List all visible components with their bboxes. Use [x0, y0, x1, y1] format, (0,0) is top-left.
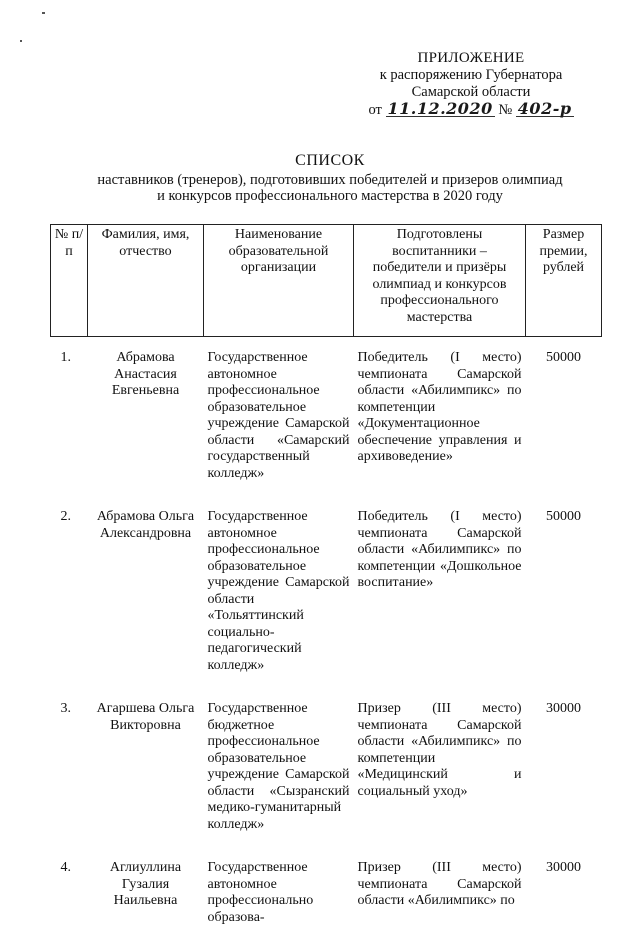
title-subtitle-line-2: и конкурсов профессионального мастерства в 2020 году — [157, 188, 503, 204]
row-org: Государственное автономное профессионально образова- — [207, 860, 314, 925]
table-row — [51, 688, 602, 847]
row-achievement: Победитель (I место) чемпионата Самарской области «Абилимпикс» по компетенции «Дошкольное воспитание» — [357, 509, 522, 590]
appendix-block — [340, 50, 602, 119]
appendix-line-1: к распоряжению Губернатора — [379, 67, 563, 83]
table-row — [51, 337, 602, 497]
appendix-heading: ПРИЛОЖЕНИЕ — [417, 50, 525, 66]
row-org: Государственное автономное профессиональное образовательное учреждение Самарской области «Тольяттинский социально-педагогический колледж» — [207, 509, 350, 673]
row-achievement: Призер (III место) чемпионата Самарской области «Абилимпикс» по компетенции «Медицинский и социальный уход» — [357, 701, 522, 799]
row-achievement: Победитель (I место) чемпионата Самарской области «Абилимпикс» по компетенции «Документационное обеспечение управления и архивоведение» — [357, 350, 522, 464]
row-prize: 50000 — [546, 350, 581, 365]
date-prefix: от — [368, 102, 382, 118]
document-title — [40, 153, 620, 205]
title-main: СПИСОК — [295, 152, 365, 169]
row-num: 2. — [60, 509, 71, 524]
table-row — [51, 847, 602, 940]
row-num: 4. — [60, 860, 71, 875]
row-num: 1. — [60, 350, 71, 365]
appendix-line-2: Самарской области — [411, 84, 531, 100]
appendix-date-line — [340, 99, 602, 119]
row-prize: 30000 — [546, 701, 581, 716]
table-header-row — [51, 225, 602, 337]
handwritten-number: 402-р — [517, 99, 572, 118]
row-name: Абрамова Анастасия Евгеньевна — [111, 350, 180, 398]
row-name: Агаршева Ольга Викторовна — [96, 701, 195, 733]
title-subtitle-line-1: наставников (тренеров), подготовивших победителей и призеров олимпиад — [97, 171, 563, 188]
header-org: Наименование образовательной организации — [204, 225, 354, 337]
table-row — [51, 496, 602, 688]
row-num: 3. — [60, 701, 71, 716]
row-org: Государственное автономное профессиональное образовательное учреждение Самарской области «Самарский государственный колледж» — [207, 350, 350, 481]
header-prize: Размер премии, рублей — [526, 225, 602, 337]
mentors-table — [50, 224, 602, 940]
header-achievement: Подготовлены воспитанники – победители и призёры олимпиад и конкурсов профессионального мастерства — [354, 225, 526, 337]
row-achievement: Призер (III место) чемпионата Самарской области «Абилимпикс» по — [357, 860, 522, 908]
scan-speck — [42, 12, 45, 14]
row-org: Государственное бюджетное профессиональное образовательное учреждение Самарской области «Сызранский медико-гуманитарный колледж» — [207, 701, 350, 832]
row-prize: 30000 — [546, 860, 581, 875]
header-num: № п/п — [51, 225, 88, 337]
header-name: Фамилия, имя, отчество — [88, 225, 204, 337]
row-name: Абрамова Ольга Александровна — [96, 509, 195, 541]
row-name: Аглиуллина Гузалия Наильевна — [109, 860, 182, 908]
row-prize: 50000 — [546, 509, 581, 524]
scan-speck — [20, 40, 22, 42]
handwritten-date: 11.12.2020 — [387, 99, 493, 118]
number-sign: № — [498, 102, 513, 118]
